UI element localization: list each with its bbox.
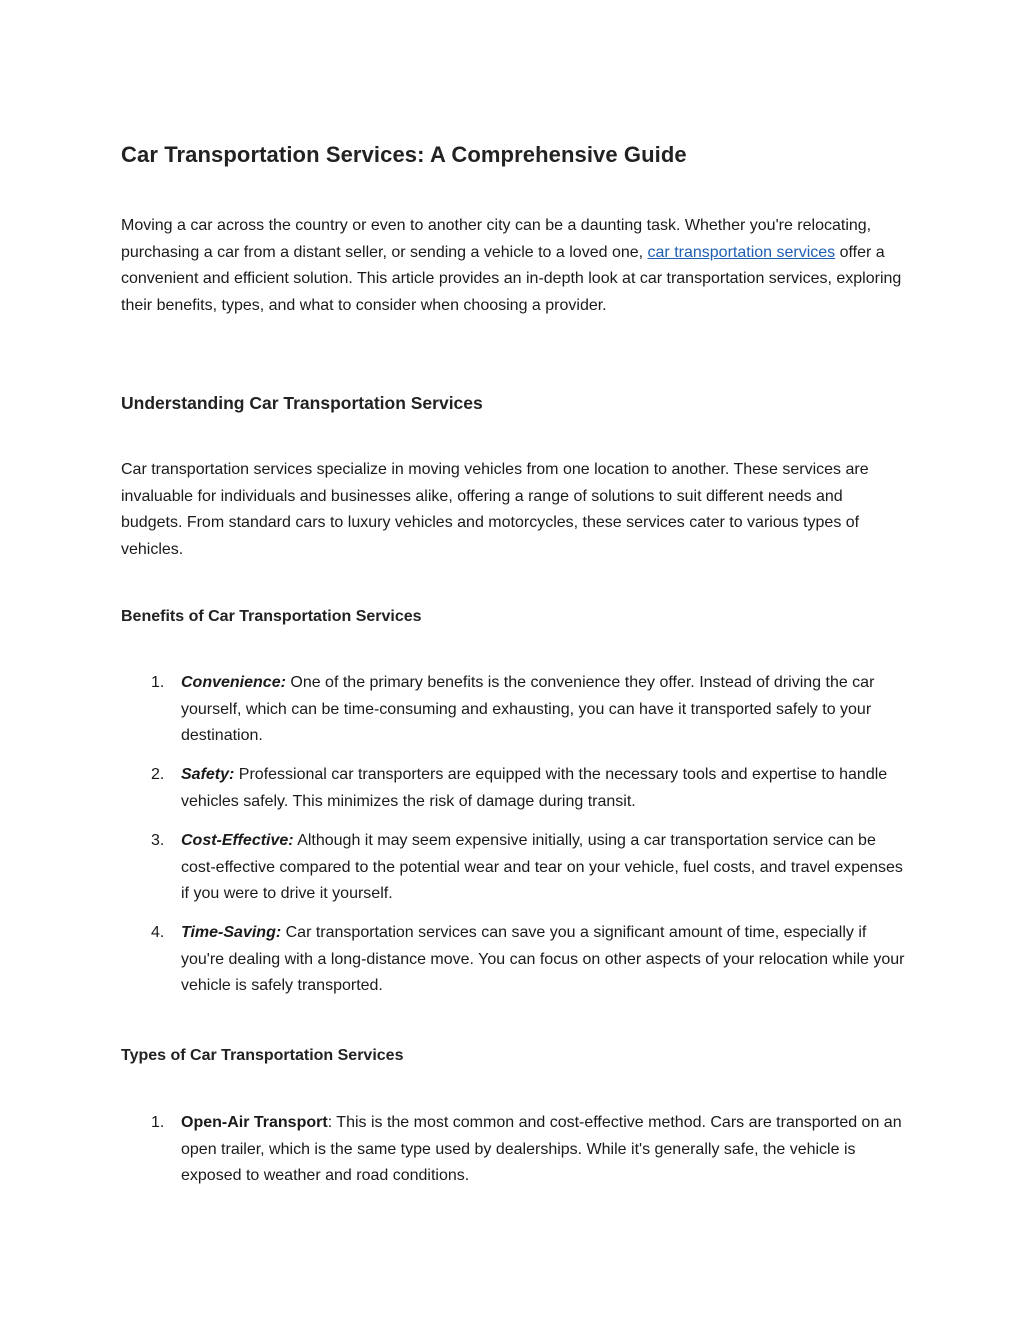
types-list <box>121 1110 911 1202</box>
understanding-paragraph: Car transportation services specialize in moving vehicles from one location to another. These services are invaluable for individuals and businesses alike, offering a range of solutions to suit different needs and budgets. From standard cars to luxury vehicles and motorcycles, these services cater to various types of vehicles. <box>121 461 869 558</box>
intro-text-before: Moving a car across the country or even to another city can be a daunting task. Whether you're relocating, purchasing a car from a distant seller, or sending a vehicle to a loved one, <box>121 217 872 261</box>
list-item-text: : This is the most common and cost-effective method. Cars are transported on an open trailer, which is the same type used by dealerships. While it's generally safe, the vehicle is exposed to weather and road conditions. <box>181 1114 902 1185</box>
page-title: Car Transportation Services: A Comprehensive Guide <box>121 142 687 167</box>
list-item-text: Although it may seem expensive initially, using a car transportation service can be cost-effective compared to the potential wear and tear on your vehicle, fuel costs, and travel expenses if you were to drive it yourself. <box>181 831 903 903</box>
list-number: 1. <box>151 674 165 691</box>
list-item <box>121 828 911 908</box>
list-item-text: Professional car transporters are equipped with the necessary tools and expertise to handle vehicles safely. This minimizes the risk of damage during transit. <box>181 766 888 810</box>
list-number: 2. <box>151 766 165 784</box>
list-item-label: Cost-Effective: <box>181 831 294 849</box>
list-number: 3. <box>151 831 165 849</box>
list-item <box>121 762 911 815</box>
list-item-text: Car transportation services can save you a significant amount of time, especially if you're dealing with a long-distance move. You can focus on other aspects of your relocation while your vehicle is safely transported. <box>181 924 905 995</box>
intro-text-after: offer a convenient and efficient solution. This article provides an in-depth look at car transportation services, exploring their benefits, types, and what to consider when choosing a provider. <box>121 243 902 314</box>
list-number: 1. <box>151 1114 165 1131</box>
list-item-text: One of the primary benefits is the convenience they offer. Instead of driving the car yourself, which can be time-consuming and exhausting, you can have it transported safely to your destination. <box>181 674 875 745</box>
list-item-label: Time-Saving: <box>181 924 282 942</box>
benefits-heading: Benefits of Car Transportation Services <box>121 608 422 625</box>
intro-paragraph <box>121 213 906 319</box>
list-number: 4. <box>151 924 165 942</box>
list-item-label: Convenience: <box>181 674 286 691</box>
list-item-label: Open-Air Transport <box>181 1114 328 1131</box>
types-heading: Types of Car Transportation Services <box>121 1047 404 1064</box>
list-item <box>121 920 911 1000</box>
list-item <box>121 1110 911 1190</box>
benefits-list <box>121 670 911 1013</box>
understanding-heading: Understanding Car Transportation Services <box>121 393 483 413</box>
list-item-label: Safety: <box>181 766 235 784</box>
list-item <box>121 670 911 750</box>
car-transportation-services-link[interactable]: car transportation services <box>647 243 836 261</box>
